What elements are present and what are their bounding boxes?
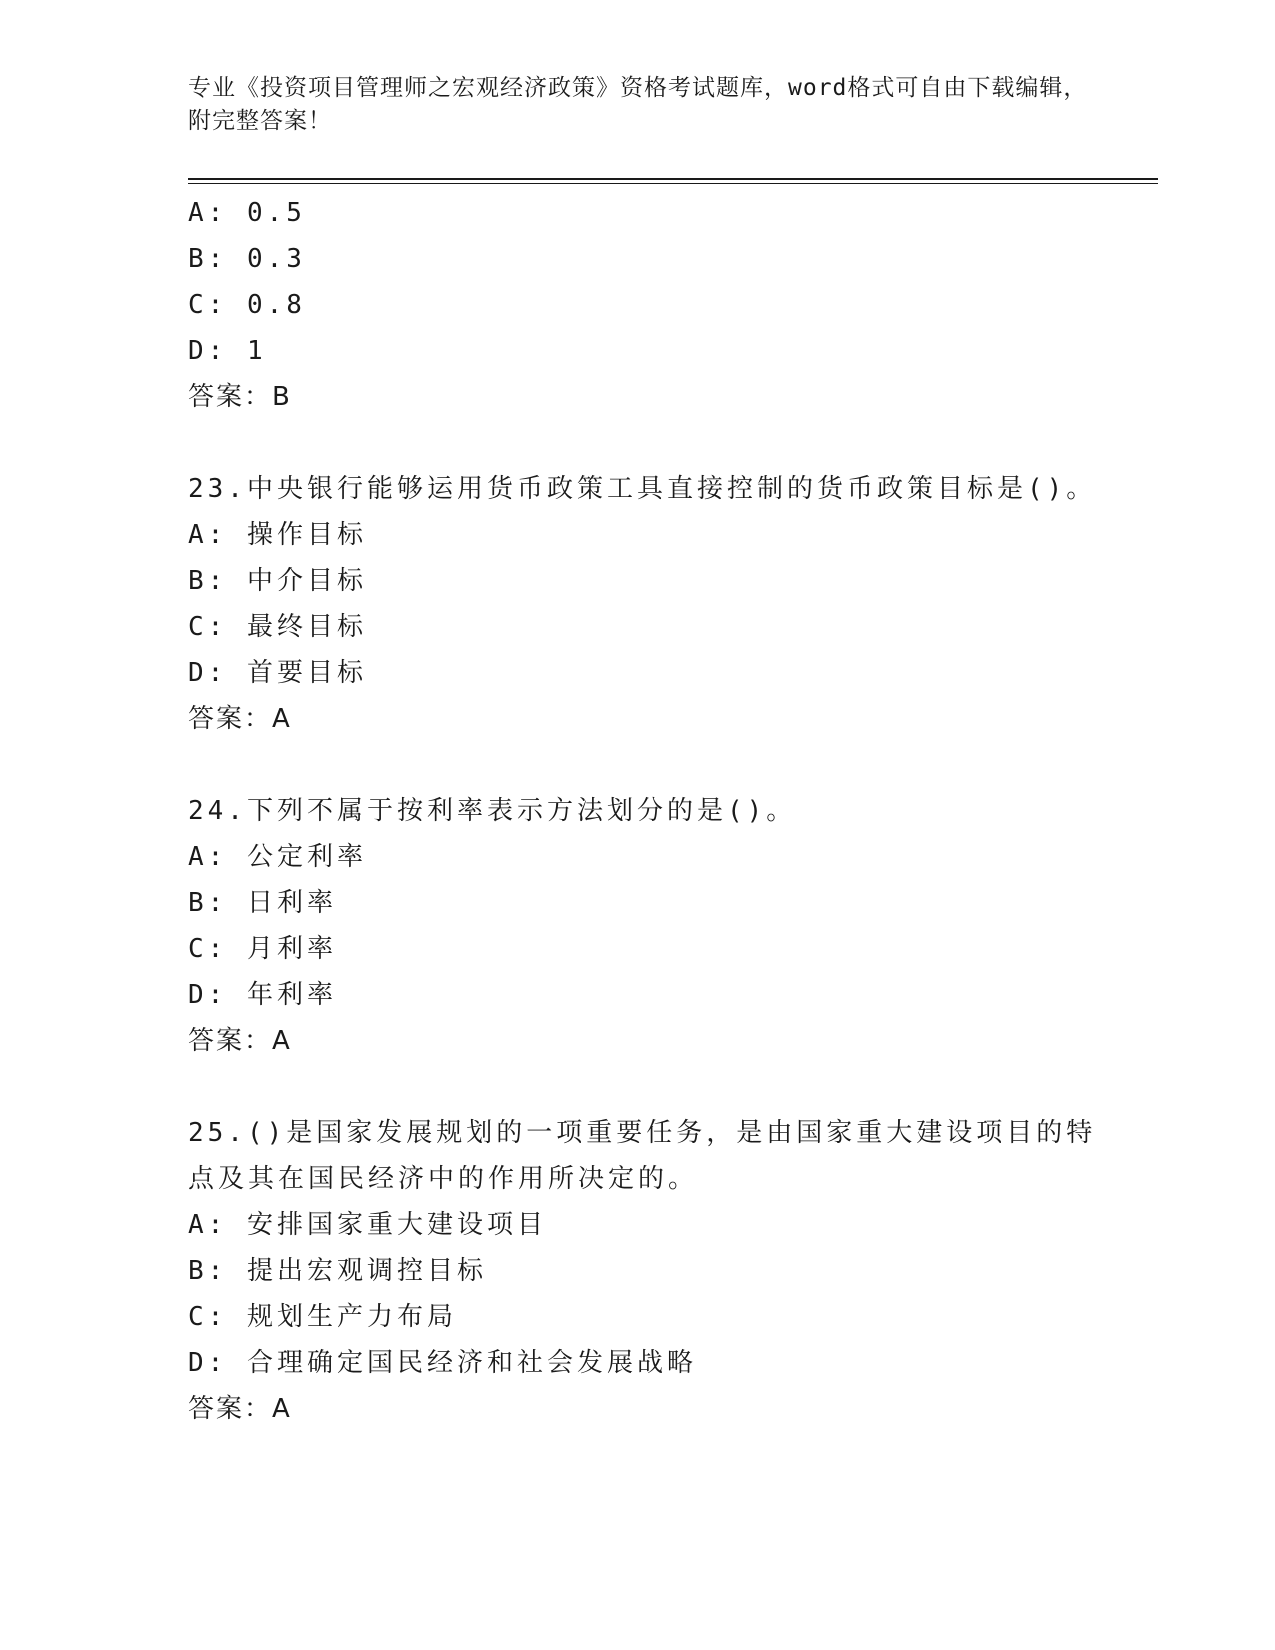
option-a — [188, 834, 1118, 880]
option-text: 日利率 — [246, 888, 337, 918]
option-label: A: — [188, 1210, 228, 1240]
option-b — [188, 236, 1118, 282]
spacer — [188, 742, 1118, 788]
option-d — [188, 972, 1118, 1018]
option-label: B: — [188, 888, 228, 918]
option-a — [188, 1202, 1118, 1248]
option-d — [188, 650, 1118, 696]
option-a — [188, 512, 1118, 558]
prev-question-block — [188, 190, 1118, 420]
option-label: C: — [188, 612, 228, 642]
page-header: 专业《投资项目管理师之宏观经济政策》资格考试题库，word格式可自由下载编辑，附完整答案！ — [188, 75, 1088, 134]
question-23-block — [188, 466, 1118, 742]
option-text: 1 — [246, 336, 267, 366]
option-label: D: — [188, 336, 228, 366]
option-label: A: — [188, 520, 228, 550]
option-d — [188, 328, 1118, 374]
option-label: B: — [188, 1256, 228, 1286]
option-text: 安排国家重大建设项目 — [246, 1210, 547, 1240]
option-text: 0.5 — [246, 198, 306, 228]
option-label: B: — [188, 566, 228, 596]
header-rule-thin — [188, 183, 1158, 184]
option-c — [188, 282, 1118, 328]
option-c — [188, 1294, 1118, 1340]
option-b — [188, 1248, 1118, 1294]
answer-line: 答案：A — [188, 704, 292, 734]
option-label: C: — [188, 934, 228, 964]
option-label: A: — [188, 842, 228, 872]
spacer — [188, 420, 1118, 466]
option-label: C: — [188, 290, 228, 320]
option-label: B: — [188, 244, 228, 274]
question-stem: 24.下列不属于按利率表示方法划分的是()。 — [188, 796, 797, 826]
answer-line: 答案：A — [188, 1026, 292, 1056]
option-text: 0.3 — [246, 244, 306, 274]
question-stem: 23.中央银行能够运用货币政策工具直接控制的货币政策目标是()。 — [188, 474, 1097, 504]
spacer — [188, 1064, 1118, 1110]
option-text: 提出宏观调控目标 — [246, 1256, 487, 1286]
option-text: 中介目标 — [246, 566, 367, 596]
option-c — [188, 926, 1118, 972]
option-b — [188, 558, 1118, 604]
option-label: C: — [188, 1302, 228, 1332]
option-text: 公定利率 — [246, 842, 367, 872]
option-a — [188, 190, 1118, 236]
option-label: A: — [188, 198, 228, 228]
option-d — [188, 1340, 1118, 1386]
answer-line: 答案：B — [188, 382, 292, 412]
option-text: 月利率 — [246, 934, 337, 964]
option-text: 年利率 — [246, 980, 337, 1010]
option-label: D: — [188, 980, 228, 1010]
option-label: D: — [188, 658, 228, 688]
option-text: 操作目标 — [246, 520, 367, 550]
option-label: D: — [188, 1348, 228, 1378]
option-text: 规划生产力布局 — [246, 1302, 457, 1332]
option-text: 首要目标 — [246, 658, 367, 688]
answer-line: 答案：A — [188, 1394, 292, 1424]
header-rule-thick — [188, 178, 1158, 180]
option-b — [188, 880, 1118, 926]
option-c — [188, 604, 1118, 650]
option-text: 最终目标 — [246, 612, 367, 642]
question-25-block — [188, 1110, 1118, 1432]
question-content — [188, 190, 1118, 1432]
question-stem: 25.()是国家发展规划的一项重要任务，是由国家重大建设项目的特点及其在国民经济中的作用所决定的。 — [188, 1118, 1097, 1194]
question-24-block — [188, 788, 1118, 1064]
option-text: 0.8 — [246, 290, 306, 320]
option-text: 合理确定国民经济和社会发展战略 — [246, 1348, 697, 1378]
